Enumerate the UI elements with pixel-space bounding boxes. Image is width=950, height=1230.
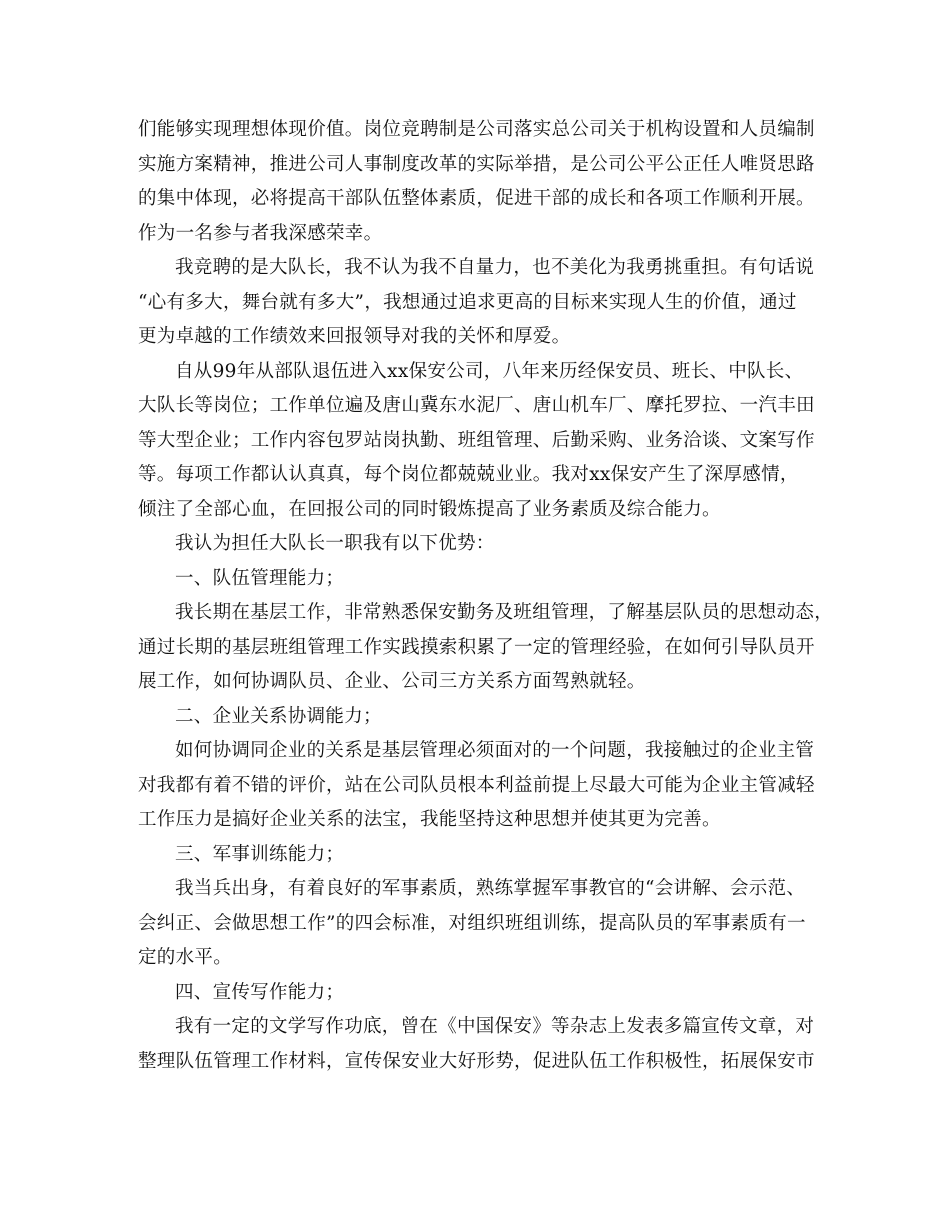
text-line: 的集中体现，必将提高干部队伍整体素质，促进干部的成长和各项工作顺利开展。 <box>138 188 815 209</box>
text-line: 等大型企业；工作内容包罗站岗执勤、班组管理、后勤采购、业务洽谈、文案写作 <box>138 429 815 451</box>
section-heading: 三、军事训练能力； <box>175 843 345 865</box>
paragraph-start-line: 我竞聘的是大队长，我不认为我不自量力，也不美化为我勇挑重担。有句话说 <box>175 257 815 278</box>
text-line: 倾注了全部心血，在回报公司的同时锻炼提高了业务素质及综合能力。 <box>138 498 721 520</box>
paragraph-start-line: 我认为担任大队长一职我有以下优势： <box>175 533 495 554</box>
paragraph-start-line: 我有一定的文学写作功底，曾在《中国保安》等杂志上发表多篇宣传文章，对 <box>175 1016 815 1037</box>
section-heading: 四、宣传写作能力； <box>175 981 345 1003</box>
text-line: 整理队伍管理工作材料，宣传保安业大好形势，促进队伍工作积极性，拓展保安市 <box>138 1050 815 1072</box>
paragraph-start-line: 我当兵出身，有着良好的军事素质，熟练掌握军事教官的“会讲解、会示范、 <box>175 878 806 899</box>
text-line: 们能够实现理想体现价值。岗位竞聘制是公司落实总公司关于机构设置和人员编制 <box>138 119 815 140</box>
section-heading: 二、企业关系协调能力； <box>175 705 382 727</box>
text-line: “心有多大，舞台就有多大”，我想通过追求更高的目标来实现人生的价值，通过 <box>138 291 797 313</box>
text-line: 实施方案精神，推进公司人事制度改革的实际举措，是公司公平公正任人唯贤思路 <box>138 153 815 175</box>
text-line: 工作压力是搞好企业关系的法宝，我能坚持这种思想并使其更为完善。 <box>138 809 721 830</box>
paragraph-start-line: 我长期在基层工作，非常熟悉保安勤务及班组管理，了解基层队员的思想动态， <box>175 602 834 623</box>
text-line: 对我都有着不错的评价，站在公司队员根本利益前提上尽最大可能为企业主管减轻 <box>138 774 815 796</box>
document-body <box>138 113 834 1079</box>
text-line: 大队长等岗位；工作单位遍及唐山冀东水泥厂、唐山机车厂、摩托罗拉、一汽丰田 <box>138 395 815 416</box>
text-line: 作为一名参与者我深感荣幸。 <box>138 222 383 244</box>
text-line: 会纠正、会做思想工作”的四会标准，对组织班组训练，提高队员的军事素质有一 <box>138 912 806 934</box>
text-line: 通过长期的基层班组管理工作实践摸索积累了一定的管理经验，在如何引导队员开 <box>138 636 815 658</box>
paragraph-start-line: 如何协调同企业的关系是基层管理必须面对的一个问题，我接触过的企业主管 <box>175 740 815 761</box>
text-line: 展工作，如何协调队员、企业、公司三方关系方面驾熟就轻。 <box>138 671 646 692</box>
text-line: 更为卓越的工作绩效来回报领导对我的关怀和厚爱。 <box>138 326 571 347</box>
text-line: 定的水平。 <box>138 947 233 968</box>
paragraph-start-line: 自从99年从部队退伍进入xx保安公司，八年来历经保安员、班长、中队长、 <box>175 360 804 382</box>
section-heading: 一、队伍管理能力； <box>175 567 345 589</box>
text-line: 等。每项工作都认认真真，每个岗位都兢兢业业。我对xx保安产生了深厚感情， <box>138 464 799 485</box>
